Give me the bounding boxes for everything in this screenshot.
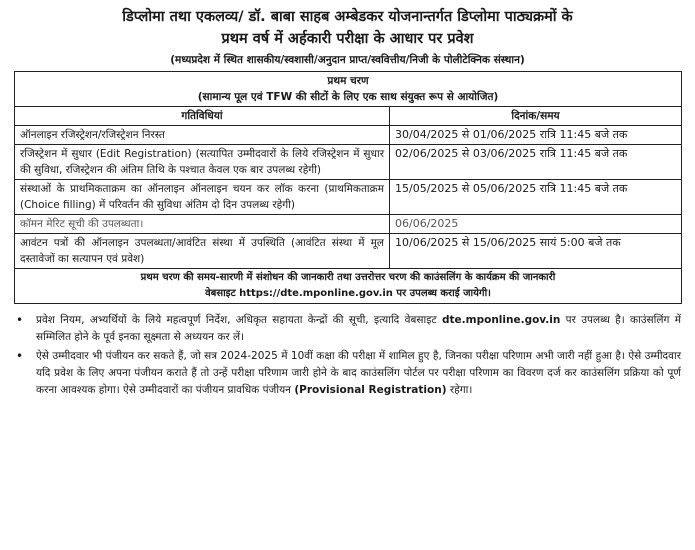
table-row: [15, 215, 682, 234]
bullet-icon: •: [16, 349, 24, 363]
list-item: [14, 312, 681, 346]
note-text-end: पर उपलब्ध है। काउंसलिंग में सम्मिलित होने के पूर्व इनका सूक्ष्मता से अध्ययन कर लें।: [36, 314, 681, 343]
activity-cell: कॉमन मेरिट सूची की उपलब्धता।: [15, 215, 390, 234]
schedule-table: [14, 71, 682, 304]
schedule-footnote-row: [15, 269, 682, 304]
column-header-row: [15, 107, 682, 126]
notice-title-line-1: डिप्लोमा तथा एकलव्य/ डॉ. बाबा साहब अम्बेडकर योजनान्तर्गत डिप्लोमा पाठ्यक्रमों के: [122, 9, 573, 25]
column-header-activity: गतिविधियां: [15, 107, 390, 126]
activity-cell: संस्थाओं के प्राथमिकताक्रम का ऑनलाइन ऑनलाइन चयन कर लॉक करना (प्राथमिकताक्रम (Choice filling) में परिवर्तन की सुविधा अंतिम दो दिन उपलब्ध रहेगी): [15, 180, 390, 215]
list-item: [14, 348, 681, 399]
notice-subtitle: (मध्यप्रदेश में स्थित शासकीय/स्वशासी/अनुदान प्राप्त/स्ववित्तीय/निजी के पोलीटेक्निक संस्थान): [170, 54, 525, 66]
phase-header-row: [15, 72, 682, 107]
phase-title: प्रथम चरण: [327, 75, 369, 87]
bullet-icon: •: [16, 313, 24, 327]
note-text-end: रहेगा।: [446, 384, 473, 396]
note-provisional-term: (Provisional Registration): [294, 384, 447, 396]
date-cell: 30/04/2025 से 01/06/2025 रात्रि 11:45 बजे तक: [390, 126, 682, 145]
notes-list: [14, 312, 681, 399]
activity-cell: रजिस्ट्रेशन में सुधार (Edit Registration) (सत्यापित उम्मीदवारों के लिये रजिस्ट्रेशन में सुधार की सुविधा, रजिस्ट्रेशन की अंतिम तिथि के पश्चात केवल एक बार उपलब्ध रहेगी): [15, 145, 390, 180]
date-cell: 02/06/2025 से 03/06/2025 रात्रि 11:45 बजे तक: [390, 145, 682, 180]
footnote-line-2: वेबसाइट https://dte.mponline.gov.in पर उपलब्ध कराई जायेगी।: [205, 288, 491, 299]
footnote-line-1: प्रथम चरण की समय-सारणी में संशोधन की जानकारी तथा उत्तरोत्तर चरण की काउंसलिंग के कार्यक्रम की जानकारी: [140, 272, 556, 283]
table-row: [15, 126, 682, 145]
note-website: dte.mponline.gov.in: [442, 314, 561, 326]
table-row: [15, 180, 682, 215]
table-row: [15, 145, 682, 180]
date-cell: 15/05/2025 से 05/06/2025 रात्रि 11:45 बजे तक: [390, 180, 682, 215]
column-header-date: दिनांक/समय: [390, 107, 682, 126]
date-cell: 06/06/2025: [390, 215, 682, 234]
date-cell: 10/06/2025 से 15/06/2025 सायं 5:00 बजे तक: [390, 234, 682, 269]
activity-cell: आवंटन पत्रों की ऑनलाइन उपलब्धता/आवंटित संस्था में उपस्थिति (आवंटित संस्था में मूल दस्तावेजों का सत्यापन एवं प्रवेश): [15, 234, 390, 269]
table-row: [15, 234, 682, 269]
activity-cell: ऑनलाइन रजिस्ट्रेशन/रजिस्ट्रेशन निरस्त: [15, 126, 390, 145]
notice-title-line-2: प्रथम वर्ष में अर्हकारी परीक्षा के आधार पर प्रवेश: [221, 31, 474, 47]
note-text: ऐसे उम्मीदवार भी पंजीयन कर सकते हैं, जो सत्र 2024-2025 में 10वीं कक्षा की परीक्षा में शामिल हुए है, जिनका परीक्षा परिणाम अभी जारी नहीं हुआ है। ऐसे उम्मीदवार यदि प्रवेश के लिए अपना पंजीयन कराते हैं तो उन्हें परीक्षा परिणाम जारी होने के बाद काउंसलिंग पोर्टल पर परीक्षा परिणाम का विवरण दर्ज कर काउंसलिंग प्रक्रिया को पूर्ण करना आवश्यक होगा। ऐसे उम्मीदवारों का पंजीयन प्रावधिक पंजीयन: [36, 350, 681, 396]
phase-note: (सामान्य पूल एवं TFW की सीटों के लिए एक साथ संयुक्त रूप से आयोजित): [197, 91, 499, 103]
note-text: प्रवेश नियम, अभ्यर्थियों के लिये महत्वपूर्ण निर्देश, अधिकृत सहायता केन्द्रों की सूची, इत्यादि वेबसाइट: [36, 314, 442, 326]
